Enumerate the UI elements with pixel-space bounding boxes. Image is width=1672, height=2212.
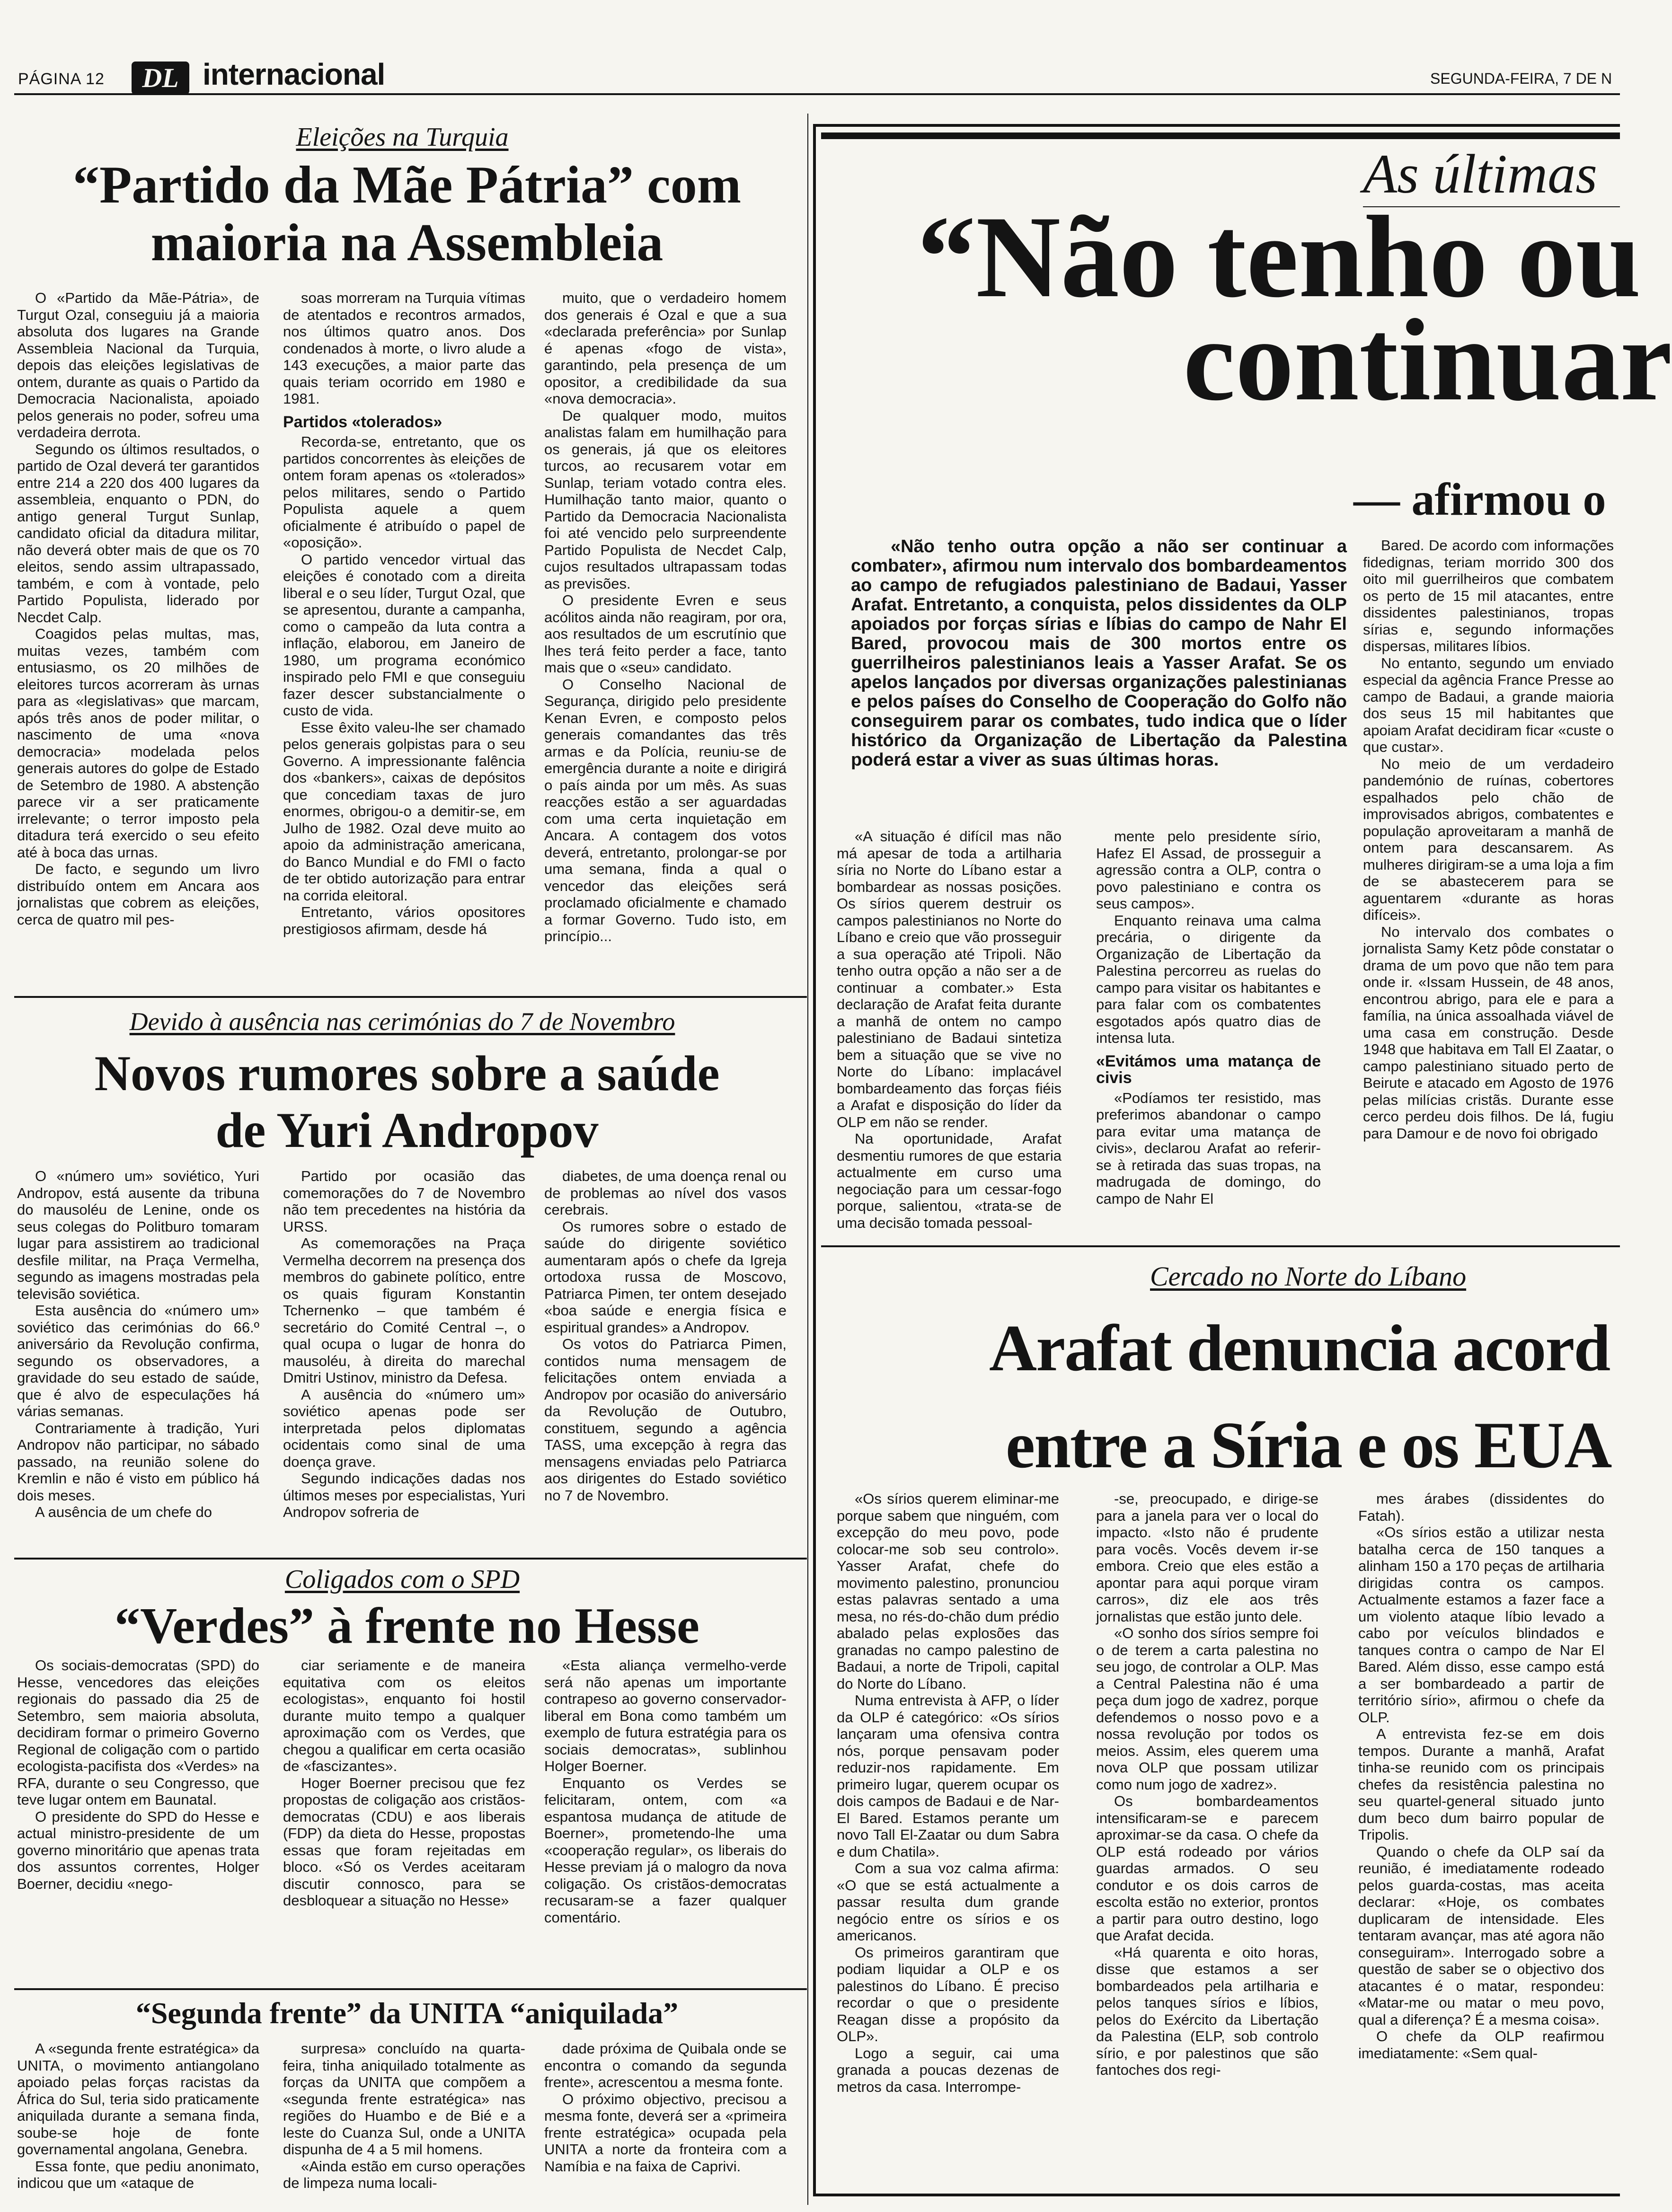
paragraph: «O sonho dos sírios sempre foi o de terem a carta palestina no seu jogo, de controlar a OLP. Mas a Central Palestina não é uma peça dum jogo de xadrez, porque defendemos o nosso povo e a nossa revolução por todos os meios. Assim, eles querem uma nova OLP que possam utilizar como num jogo de xadrez». <box>1096 1625 1318 1793</box>
paragraph: mente pelo presidente sírio, Hafez El Assad, de prosseguir a agressão contra a OLP, contra o povo palestiniano e contra os seus campos». <box>1096 828 1321 912</box>
paragraph: Os primeiros garantiram que podiam liquidar a OLP e os palestinos do Líbano. É preciso recordar o que o presidente Reagan disse a propósito da OLP». <box>837 1944 1059 2045</box>
paragraph: Partido por ocasião das comemorações do 7 de Novembro não tem precedentes na história da URSS. <box>283 1168 525 1235</box>
paragraph: Esse êxito valeu-lhe ser chamado pelos generais golpistas para o seu Governo. A impressionante falência dos «bankers», caixas de depósitos que concediam taxas de juro enormes, obrigou-o a demitir-se, em Julho de 1982. Ozal deve muito ao apoio da administração americana, do Banco Mundial e do FMI o facto de ter obtido autorização para entrar na corrida eleitoral. <box>283 719 525 904</box>
paragraph: Os rumores sobre o estado de saúde do dirigente soviético aumentaram após o chefe da Igreja ortodoxa russa de Moscovo, Patriarca Pimen, ter ontem desejado «boa saúde e energia física e espiritual grandes» a Andropov. <box>544 1218 787 1336</box>
paragraph: soas morreram na Turquia vítimas de atentados e recontros armados, nos últimos quatro anos. Dos condenados à morte, o livro alude a 143 execuções, a maior parte das quais teriam ocorrido em 1980 e 1981. <box>283 290 525 407</box>
article3-column-1 <box>17 1657 259 1988</box>
paragraph: O partido vencedor virtual das eleições é conotado com a direita liberal e o seu líder, Turgut Ozal, que se apresentou, durante a campanha, como o campeão da luta contra a inflação, elaborou, em Janeiro de 1980, um programa económico inspirado pelo FMI e que conseguiu fazer descer substancialmente o custo de vida. <box>283 551 525 719</box>
article4-column-2 <box>283 2040 525 2201</box>
paragraph: Coagidos pelas multas, mas, muitas vezes, também com entusiasmo, os 20 milhões de eleitores turcos acorreram às urnas para as «legislativas» que marcam, após três anos de poder militar, o nascimento de uma «nova democracia» modelada pelos generais autores do golpe de Estado de Setembro de 1980. A abstenção parece vir a ser praticamente irrelevante; o terror imposto pela ditadura terá exercido o seu efeito até à boca das urnas. <box>17 626 259 861</box>
paragraph: Quando o chefe da OLP saí da reunião, é imediatamente rodeado pelos guarda-costas, mas aceita declarar: «Hoje, os combates duplicaram de intensidade. Eles tentaram avançar, mas até agora não conseguiram». Interrogado sobre a questão de saber se o objectivo dos atacantes é o matar, respondeu: «Matar-me ou matar o meu povo, qual a diferença? É a mesma coisa». <box>1358 1843 1604 2028</box>
article3-column-3 <box>544 1657 787 1988</box>
paragraph: surpresa» concluído na quarta-feira, tinha aniquilado totalmente as forças da UNITA que compõem a «segunda frente estratégica» nas regiões do Huambo e de Bié e a leste do Cuanza Sul, onde a UNITA dispunha de 4 a 5 mil homens. <box>283 2040 525 2158</box>
paragraph: Enquanto os Verdes se felicitaram, ontem, com «a espantosa mudança de atitude de Boerner», prometendo-lhe uma «cooperação regular», os liberais do Hesse previam já o malogro da nova coligação. Os cristãos-democratas recusaram-se a fazer qualquer comentário. <box>544 1774 787 1926</box>
paragraph: No meio de um verdadeiro pandemónio de ruínas, cobertores espalhados pelo chão de improvisados abrigos, combatentes e população aproveitaram a manhã de ontem para descansarem. As mulheres dirigiram-se a uma loja a fim de se abastecerem para se aguentarem «durante as horas difíceis». <box>1363 755 1614 923</box>
paragraph: O Conselho Nacional de Segurança, dirigido pelo presidente Kenan Evren, e composto pelos generais comandantes das três armas e da Polícia, reuniu-se de emergência durante a noite e dirigirá o país ainda por um mês. As suas reacções estão a ser aguardadas com uma certa inquietação em Ancara. A contagem dos votos deverá, entretanto, prolongar-se por uma semana, finda a qual o vencedor das eleições será proclamado oficialmente e chamado a formar Governo. Tudo isto, em princípio... <box>544 676 787 944</box>
paragraph: O próximo objectivo, precisou a mesma fonte, deverá ser a «primeira frente estratégica» ocupada pela UNITA a norte da fronteira com a Namíbia e na faixa de Caprivi. <box>544 2090 787 2175</box>
paragraph: mes árabes (dissidentes do Fatah). <box>1358 1490 1604 1524</box>
paragraph: O «número um» soviético, Yuri Andropov, está ausente da tribuna do mausoléu de Lenine, onde os seus colegas do Politburo tomaram lugar para assistirem ao tradicional desfile militar, na Praça Vermelha, segundo as imagens mostradas pela televisão soviética. <box>17 1168 259 1302</box>
article1-subheading: Partidos «tolerados» <box>283 413 442 431</box>
paragraph: Essa fonte, que pediu anonimato, indicou que um «ataque de <box>17 2158 259 2191</box>
article2-kicker: Devido à ausência nas cerimónias do 7 de Novembro <box>129 1007 675 1036</box>
arafat-box-inner-rule <box>821 132 1620 139</box>
article2-headline-line1: Novos rumores sobre a saúde <box>94 1046 720 1101</box>
article5-lead: «Não tenho outra opção a não ser continuar a combater», afirmou num intervalo dos bombardeamentos ao campo de refugiados palestiniano de Badaui, Yasser Arafat. Entretanto, a conquista, pelos dissidentes da OLP apoiados por forças sírias e líbias do campo de Nahr El Bared, provocou mais de 300 mortos entre os guerrilheiros palestinianos leais a Yasser Arafat. Se os apelos lançados por diversas organizações palestinianas e pelos países do Conselho de Cooperação do Golfo não conseguirem parar os combates, tudo indica que o líder histórico da Organização de Libertação da Palestina poderá estar a viver as suas últimas horas. <box>851 537 1347 770</box>
article1-kicker: Eleições na Turquia <box>296 123 509 152</box>
paragraph: Recorda-se, entretanto, que os partidos concorrentes às eleições de ontem foram apenas os «tolerados» pelos militares, sendo o Partido Populista aquele a quem oficialmente é atribuído o papel de «oposição». <box>283 433 525 551</box>
article2-bottom-rule <box>14 1558 807 1560</box>
section-name: internacional <box>203 57 385 91</box>
article5-kicker: As últimas <box>1363 143 1597 205</box>
paragraph: «Há quarenta e oito horas, disse que estamos a ser bombardeados pela artilharia e pelos tanques sírios e líbios, pelos do Exército da Libertação da Palestina (ELP, sob controlo sírio, e por palestinos que são fantoches dos regi- <box>1096 1944 1318 2078</box>
paragraph: Bared. De acordo com informações fidedignas, teriam morrido 300 dos oito mil guerrilheiros que combatem os perto de 15 mil atacantes, entre dissidentes palestinianos, tropas sírias e, segundo informações dispersas, militares líbios. <box>1363 537 1614 654</box>
paragraph: Os votos do Patriarca Pimen, contidos numa mensagem de felicitações ontem enviada a Andropov por ocasião do aniversário da Revolução de Outubro, constituem, segundo a agência TASS, uma excepção à regra das mensagens enviadas pelo Patriarca aos dirigentes do Estado soviético no 7 de Novembro. <box>544 1336 787 1504</box>
paragraph: Hoger Boerner precisou que fez propostas de coligação aos cristãos-democratas (CDU) e aos liberais (FDP) da dieta do Hesse, propostas essas que foram rejeitadas em bloco. «Só os Verdes aceitaram discutir connosco, para se desbloquear a situação no Hesse» <box>283 1774 525 1909</box>
paragraph: A entrevista fez-se em dois tempos. Durante a manhã, Arafat tinha-se reunido com os principais chefes da resistência palestina no seu quartel-general situado junto dum beco dum bairro popular de Tripolis. <box>1358 1726 1604 1843</box>
paragraph: As comemorações na Praça Vermelha decorrem na presença dos membros do gabinete político, entre os quais figuram Konstantin Tchernenko – que também é secretário do Comité Central –, o qual ocupa o lugar de honra do mausoléu, à direita do marechal Dmitri Ustinov, ministro da Defesa. <box>283 1235 525 1386</box>
paragraph: Entretanto, vários opositores prestigiosos afirmam, desde há <box>283 904 525 937</box>
header-rule <box>14 93 1620 95</box>
article5-column-1 <box>837 828 1062 1235</box>
paragraph: O «Partido da Mãe-Pátria», de Turgut Ozal, conseguiu já a maioria absoluta dos lugares na Grande Assembleia Nacional da Turquia, depois das eleições legislativas de ontem, durante as quais o Partido da Democracia Nacionalista, apoiado pelos generais no poder, sofreu uma verdadeira derrota. <box>17 290 259 441</box>
article3-bottom-rule <box>14 1988 807 1990</box>
article3-kicker: Coligados com o SPD <box>284 1565 520 1594</box>
paragraph: -se, preocupado, e dirige-se para a janela para ver o local do impacto. «Isto não é prudente para vocês. Vocês devem ir-se embora. Creio que eles estão a apontar para aqui porque viram carros», diz ele aos três jornalistas que estão junto dele. <box>1096 1490 1318 1625</box>
paragraph: A ausência de um chefe do <box>35 1504 212 1520</box>
page-column-divider <box>807 114 808 2205</box>
paragraph: A ausência do «número um» soviético apenas pode ser interpretada pelos diplomatas ocidentais como sinal de uma doença grave. <box>283 1386 525 1470</box>
article5-headline-line1: “Não tenho ou <box>917 192 1641 322</box>
article3-column-2 <box>283 1657 525 1988</box>
paragraph: dade próxima de Quibala onde se encontra o comando da segunda frente», acrescentou a mesma fonte. <box>544 2040 787 2090</box>
paragraph: ciar seriamente e de maneira equitativa com os eleitos ecologistas», enquanto foi hostil durante muito tempo a qualquer aproximação com os Verdes, que chegou a qualificar em certa ocasião de «fascizantes». <box>283 1657 525 1774</box>
paragraph: Com a sua voz calma afirma: «O que se está actualmente a passar resulta dum grande negócio entre os sírios e os americanos. <box>837 1860 1059 1944</box>
paragraph: Os sociais-democratas (SPD) do Hesse, vencedores das eleições regionais do passado dia 25 de Setembro, sem maioria absoluta, decidiram formar o primeiro Governo Regional de coligação com o partido ecologista-pacifista dos «Verdes» na RFA, durante o seu Congresso, que teve lugar ontem em Baunatal. <box>17 1657 259 1808</box>
paragraph: diabetes, de uma doença renal ou de problemas ao nível dos vasos cerebrais. <box>544 1168 787 1218</box>
newspaper-logo <box>132 62 189 95</box>
article5-subheading: «Evitámos uma matança de civis <box>1096 1052 1321 1087</box>
article4-column-3 <box>544 2040 787 2201</box>
article2-headline-line2: de Yuri Andropov <box>215 1102 599 1158</box>
paragraph: Contrariamente à tradição, Yuri Andropov não participar, no sábado passado, na reunião solene do Kremlin e não é visto em público há dois meses. <box>17 1419 259 1504</box>
paragraph: Enquanto reinava uma calma precária, o dirigente da Organização de Libertação da Palestina percorreu as ruelas do campo para visitar os habitantes e para falar com os combatentes esgotados após quatro dias de intensa luta. <box>1096 912 1321 1046</box>
paragraph: Segundo indicações dadas nos últimos meses por especialistas, Yuri Andropov sofreria de <box>283 1470 525 1520</box>
paragraph: «A situação é difícil mas não má apesar de toda a artilharia síria no Norte do Líbano estar a bombardear as nossas posições. Os sírios querem destruir os campos palestinianos no Norte do Líbano e creio que vão prosseguir a sua operação até Tripoli. Não tenho outra opção a não ser a de continuar a combater.» Esta declaração de Arafat feita durante a manhã de ontem no campo palestiniano de Badaui sintetiza bem a situação que se vive no Norte do Líbano: implacável bombardeamento das forças fiéis a Arafat e disposição do líder da OLP em não se render. <box>837 828 1062 1130</box>
paragraph: No intervalo dos combates o jornalista Samy Ketz pôde constatar o drama de um povo que não tem para onde ir. «Issam Hussein, de 48 anos, encontrou abrigo, para ele e para a família, na única assoalhada viável de uma casa em construção. Desde 1948 que habitava em Tall El Zaatar, o campo palestiniano situado perto de Beirute e atacado em Agosto de 1976 pelas milícias cristãs. Durante esse cerco perdeu dois filhos. De lá, fugiu para Damour e de novo foi obrigado <box>1363 923 1614 1142</box>
article5-bottom-rule <box>821 1245 1620 1247</box>
article5-column-2 <box>1096 828 1321 1235</box>
article1-column-1 <box>17 290 259 985</box>
paragraph: No entanto, segundo um enviado especial da agência France Presse ao campo de Badaui, a grande maioria dos seus 15 mil habitantes que apoiam Arafat decidiram ficar «custe o que custar». <box>1363 654 1614 755</box>
article6-headline-line1: Arafat denuncia acord <box>989 1312 1610 1385</box>
paragraph: Logo a seguir, cai uma granada a poucas dezenas de metros da casa. Interrompe- <box>837 2045 1059 2095</box>
article2-column-3 <box>544 1168 787 1551</box>
article5-byline: — afirmou o <box>1354 474 1606 525</box>
article2-column-2 <box>283 1168 525 1551</box>
article6-column-2 <box>1096 1490 1318 2191</box>
paragraph: De qualquer modo, muitos analistas falam em humilhação para os generais, já que os eleitores turcos, ao recusarem votar em Sunlap, teriam votado contra eles. Humilhação tanto maior, quanto o Partido da Democracia Nacionalista foi até vencido pelo surpreendente Partido Populista de Necdet Calp, cujos resultados ultrapassam todas as previsões. <box>544 407 787 592</box>
issue-date: SEGUNDA-FEIRA, 7 DE N <box>1430 70 1612 87</box>
article5-headline-line2: continuar <box>1183 295 1672 425</box>
paragraph: muito, que o verdadeiro homem dos generais é Ozal e que a sua «declarada preferência» por Sunlap é apenas «fogo de vista», garantindo, pela presença de um opositor, a credibilidade da sua «nova democracia». <box>544 290 787 407</box>
paragraph: A «segunda frente estratégica» da UNITA, o movimento antiangolano apoiado pelas forças racistas da África do Sul, teria sido praticamente aniquilada durante a semana finda, soube-se hoje de fonte governamental angolana, Genebra. <box>17 2040 259 2158</box>
paragraph: «Ainda estão em curso operações de limpeza numa locali- <box>283 2158 525 2191</box>
article4-headline: “Segunda frente” da UNITA “aniquilada” <box>135 1996 679 2030</box>
paragraph: Os bombardeamentos intensificaram-se e parecem aproximar-se da casa. O chefe da OLP está rodeado por vários guardas armados. O seu condutor e os dois carros de escolta estão no exterior, prontos a partir para outro destino, logo que Arafat decida. <box>1096 1793 1318 1944</box>
article6-column-1 <box>837 1490 1059 2191</box>
logo-letters: DL <box>142 62 179 93</box>
article2-column-1 <box>17 1168 259 1551</box>
article5-column-3 <box>1363 537 1614 1235</box>
paragraph: O presidente do SPD do Hesse e actual ministro-presidente de um governo minoritário que apenas trata dos assuntos correntes, Holger Boerner, decidiu «nego- <box>17 1808 259 1892</box>
paragraph: «Podíamos ter resistido, mas preferimos abandonar o campo para evitar uma matança de civis», declarou Arafat ao referir-se à retirada das suas tropas, na madrugada de domingo, do campo de Nahr El <box>1096 1089 1321 1207</box>
article6-headline-line2: entre a Síria e os EUA <box>1006 1409 1611 1482</box>
paragraph: Numa entrevista à AFP, o líder da OLP é categórico: «Os sírios lançaram uma ofensiva contra nós, porque pensavam poder reduzir-nos rapidamente. Em primeiro lugar, querem ocupar os dois campos de Badaui e de Nar-El Bared. Estamos perante um novo Tall El-Zaatar ou dum Sabra e dum Chatila». <box>837 1692 1059 1860</box>
paragraph: De facto, e segundo um livro distribuído ontem em Ancara aos jornalistas que cobrem as eleições, cerca de quatro mil pes- <box>17 861 259 928</box>
paragraph: Esta ausência do «número um» soviético das cerimónias do 66.º aniversário da Revolução confirma, segundo os observadores, a gravidade do seu estado de saúde, que é alvo de especulações há várias semanas. <box>17 1302 259 1419</box>
article1-bottom-rule <box>14 996 807 998</box>
article3-headline: “Verdes” à frente no Hesse <box>115 1598 699 1654</box>
article1-column-2 <box>283 290 525 985</box>
paragraph: O chefe da OLP reafirmou imediatamente: «Sem qual- <box>1358 2028 1604 2062</box>
paragraph: Segundo os últimos resultados, o partido de Ozal deverá ter garantidos entre 214 a 220 dos 400 lugares da assembleia, enquanto o PDN, do antigo general Turgut Sunlap, candidato oficial da ditadura militar, não deverá obter mais de que os 70 eleitos, sendo assim ultrapassado, também, e com à vontade, pelo Partido Populista, liderado por Necdet Calp. <box>17 441 259 626</box>
paragraph: «Os sírios estão a utilizar nesta batalha cerca de 150 tanques a alinham 150 a 170 peças de artilharia dirigidas contra os campos. Actualmente estamos a fazer face a um violento ataque líbio levado a cabo por veículos blindados e tanques contra o campo de Nar El Bared. Além disso, esse campo está a ser bombardeado a partir de território sírio», afirmou o chefe da OLP. <box>1358 1524 1604 1726</box>
article6-column-3 <box>1358 1490 1604 2191</box>
paragraph: Na oportunidade, Arafat desmentiu rumores de que estaria actualmente em curso uma negociação para um cessar-fogo porque, salientou, «trata-se de uma decisão tomada pessoal- <box>837 1130 1062 1231</box>
paragraph: «Os sírios querem eliminar-me porque sabem que ninguém, com excepção do meu povo, pode colocar-me sob seu controlo». Yasser Arafat, chefe do movimento palestino, pronunciou estas palavras sentado a uma mesa, no rés-do-chão dum prédio abalado pelas explosões das granadas no campo palestino de Badaui, a norte de Tripoli, capital do Norte do Líbano. <box>837 1490 1059 1692</box>
article1-headline: “Partido da Mãe Pátria” com maioria na Assembleia <box>72 156 742 272</box>
article1-column-3 <box>544 290 787 985</box>
article6-kicker: Cercado no Norte do Líbano <box>1150 1261 1467 1292</box>
paragraph: O presidente Evren e seus acólitos ainda não reagiram, por ora, aos resultados de um escrutínio que lhes terá feito perder a face, tanto mais que o «seu» candidato. <box>544 592 787 676</box>
paragraph: «Esta aliança vermelho-verde será não apenas um importante contrapeso ao governo conservador-liberal em Bona como também um exemplo de futura estratégia para os sociais democratas», sublinhou Holger Boerner. <box>544 1657 787 1774</box>
article4-column-1 <box>17 2040 259 2201</box>
page-number: PÁGINA 12 <box>18 70 105 88</box>
